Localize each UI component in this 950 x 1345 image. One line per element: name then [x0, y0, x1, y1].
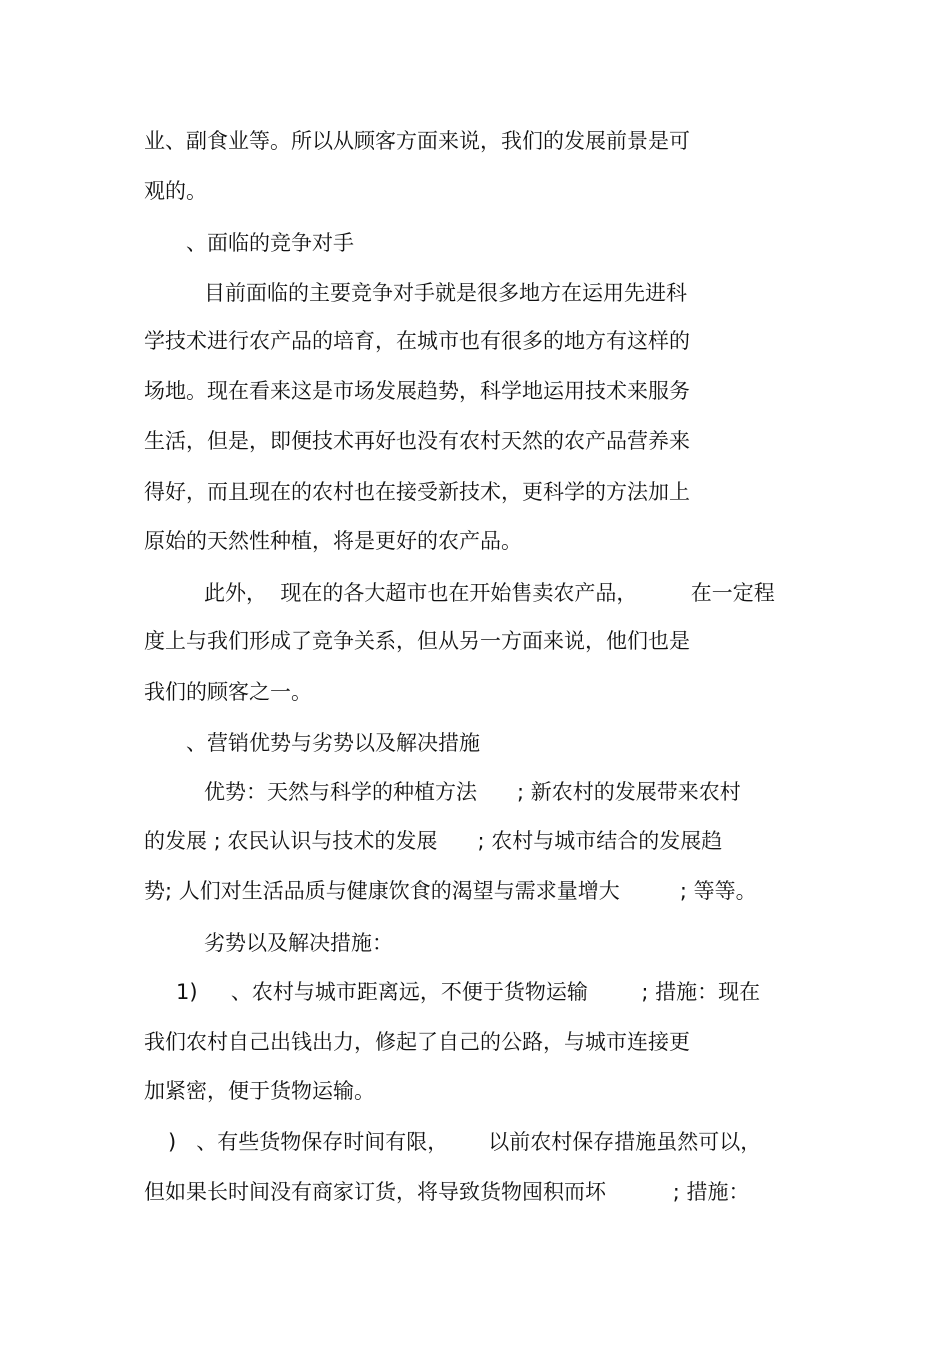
text-line: 目前面临的主要竞争对手就是很多地方在运用先进科 [204, 281, 687, 305]
text-line: 但如果长时间没有商家订货，将导致货物囤积而坏 ; 措施： [144, 1180, 750, 1204]
text-line: 此外， 现在的各大超市也在开始售卖农产品， 在一定程 [204, 581, 775, 605]
section-heading: 、面临的竞争对手 [186, 231, 354, 255]
section-heading: 、营销优势与劣势以及解决措施 [186, 731, 480, 755]
text-line: 业、副食业等。所以从顾客方面来说，我们的发展前景是可 [144, 129, 690, 153]
text-line: 生活，但是，即便技术再好也没有农村天然的农产品营养来 [144, 429, 690, 453]
text-line: 原始的天然性种植，将是更好的农产品。 [144, 529, 522, 553]
text-line: 我们的顾客之一。 [144, 680, 312, 704]
text-line: 学技术进行农产品的培育，在城市也有很多的地方有这样的 [144, 329, 690, 353]
text-line: 的发展 ; 农民认识与技术的发展 ; 农村与城市结合的发展趋 [144, 829, 723, 853]
text-line: 度上与我们形成了竞争关系，但从另一方面来说，他们也是 [144, 629, 690, 653]
text-line: 得好，而且现在的农村也在接受新技术，更科学的方法加上 [144, 480, 690, 504]
text-line: 优势：天然与科学的种植方法 ; 新农村的发展带来农村 [204, 780, 741, 804]
list-item: ) 、有些货物保存时间有限， 以前农村保存措施虽然可以， [168, 1130, 762, 1154]
text-line: 我们农村自己出钱出力，修起了自己的公路，与城市连接更 [144, 1030, 690, 1054]
text-line: 加紧密，便于货物运输。 [144, 1079, 375, 1103]
text-line: 观的。 [144, 179, 207, 203]
text-line: 劣势以及解决措施： [204, 931, 393, 955]
list-item: 1) 、农村与城市距离远，不便于货物运输 ; 措施：现在 [176, 980, 761, 1004]
text-line: 场地。现在看来这是市场发展趋势，科学地运用技术来服务 [144, 379, 690, 403]
text-line: 势; 人们对生活品质与健康饮食的渴望与需求量增大 ; 等等。 [144, 879, 757, 903]
